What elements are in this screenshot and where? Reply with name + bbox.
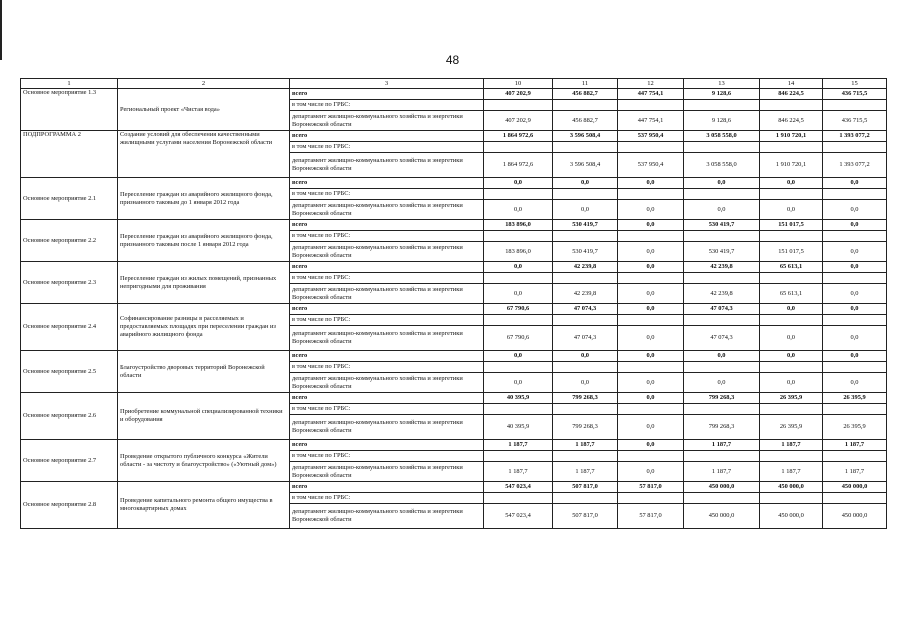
- value-cell: 0,0: [823, 351, 887, 362]
- value-cell: 1 864 972,6: [484, 131, 553, 142]
- value-cell: 530 419,7: [684, 220, 760, 231]
- value-cell: 799 268,3: [553, 415, 618, 440]
- value-cell: 47 074,3: [553, 304, 618, 315]
- value-cell: 0,0: [823, 284, 887, 304]
- value-cell: 846 224,5: [760, 89, 823, 100]
- value-cell: 530 419,7: [553, 220, 618, 231]
- value-cell: 42 239,8: [684, 262, 760, 273]
- row-type-total: всего: [290, 131, 484, 142]
- value-cell: 1 910 720,1: [760, 131, 823, 142]
- value-cell: 530 419,7: [684, 242, 760, 262]
- activity-description: Приобретение коммунальной специализированной техники и оборудования: [118, 393, 290, 440]
- value-cell: 183 896,0: [484, 220, 553, 231]
- row-type-total: всего: [290, 89, 484, 100]
- value-cell: 42 239,8: [553, 284, 618, 304]
- value-cell: 26 395,9: [760, 415, 823, 440]
- table-row: [21, 89, 887, 100]
- value-cell: 0,0: [484, 178, 553, 189]
- row-type-dept: департамент жилищно-коммунального хозяйства и энергетики Воронежской области: [290, 284, 484, 304]
- value-cell: 456 882,7: [553, 89, 618, 100]
- budget-table: [20, 78, 887, 529]
- value-cell: 0,0: [618, 242, 684, 262]
- value-cell: 0,0: [823, 373, 887, 393]
- value-cell: 57 817,0: [618, 504, 684, 529]
- row-type-dept: департамент жилищно-коммунального хозяйства и энергетики Воронежской области: [290, 373, 484, 393]
- column-header: 1: [21, 79, 118, 89]
- value-cell: 47 074,3: [684, 326, 760, 351]
- activity-description: Переселение граждан из жилых помещений, признанных непригодными для проживания: [118, 262, 290, 304]
- value-cell: 450 000,0: [684, 482, 760, 493]
- activity-name: Основное мероприятие 2.1: [21, 178, 118, 220]
- row-type-incl: в том числе по ГРБС:: [290, 142, 484, 153]
- value-cell: 0,0: [684, 351, 760, 362]
- table-row: [21, 393, 887, 404]
- activity-name: Основное мероприятие 2.4: [21, 304, 118, 351]
- value-cell: 9 128,6: [684, 111, 760, 131]
- table-row: [21, 131, 887, 142]
- value-cell: 537 950,4: [618, 131, 684, 142]
- value-cell: 547 023,4: [484, 504, 553, 529]
- value-cell: 0,0: [760, 373, 823, 393]
- value-cell: 1 187,7: [684, 440, 760, 451]
- value-cell: 447 754,1: [618, 89, 684, 100]
- value-cell: 3 058 558,0: [684, 131, 760, 142]
- value-cell: 0,0: [760, 178, 823, 189]
- value-cell: 0,0: [823, 242, 887, 262]
- activity-name: Основное мероприятие 2.7: [21, 440, 118, 482]
- value-cell: 450 000,0: [684, 504, 760, 529]
- value-cell: 0,0: [618, 178, 684, 189]
- value-cell: 436 715,5: [823, 89, 887, 100]
- row-type-total: всего: [290, 304, 484, 315]
- value-cell: 799 268,3: [684, 415, 760, 440]
- value-cell: 507 817,0: [553, 504, 618, 529]
- row-type-total: всего: [290, 393, 484, 404]
- value-cell: 0,0: [760, 351, 823, 362]
- value-cell: 1 187,7: [760, 440, 823, 451]
- value-cell: 0,0: [484, 200, 553, 220]
- value-cell: 0,0: [823, 178, 887, 189]
- value-cell: 0,0: [684, 200, 760, 220]
- column-header: 10: [484, 79, 553, 89]
- table-row: [21, 178, 887, 189]
- value-cell: 65 613,1: [760, 262, 823, 273]
- value-cell: 1 187,7: [553, 462, 618, 482]
- row-type-incl: в том числе по ГРБС:: [290, 493, 484, 504]
- activity-name: Основное мероприятие 1.3: [21, 89, 118, 131]
- value-cell: 1 187,7: [684, 462, 760, 482]
- row-type-dept: департамент жилищно-коммунального хозяйства и энергетики Воронежской области: [290, 153, 484, 178]
- page-number: 48: [445, 53, 460, 67]
- column-header: 11: [553, 79, 618, 89]
- table-row: [21, 482, 887, 493]
- activity-name: Основное мероприятие 2.6: [21, 393, 118, 440]
- activity-description: Проведение открытого публичного конкурса «Жители области - за чистоту и благоустройство» («Уютный дом»): [118, 440, 290, 482]
- value-cell: 0,0: [618, 220, 684, 231]
- value-cell: 530 419,7: [553, 242, 618, 262]
- value-cell: 0,0: [618, 351, 684, 362]
- value-cell: 1 187,7: [823, 462, 887, 482]
- value-cell: 0,0: [823, 262, 887, 273]
- value-cell: 450 000,0: [823, 482, 887, 493]
- value-cell: 0,0: [823, 326, 887, 351]
- activity-description: Создание условий для обеспечения качественными жилищными услугами населения Воронежской области: [118, 131, 290, 178]
- value-cell: 57 817,0: [618, 482, 684, 493]
- value-cell: 3 596 508,4: [553, 131, 618, 142]
- activity-name: Основное мероприятие 2.5: [21, 351, 118, 393]
- value-cell: 47 074,3: [684, 304, 760, 315]
- value-cell: 447 754,1: [618, 111, 684, 131]
- value-cell: 65 613,1: [760, 284, 823, 304]
- value-cell: 0,0: [760, 326, 823, 351]
- value-cell: 26 395,9: [823, 393, 887, 404]
- value-cell: 47 074,3: [553, 326, 618, 351]
- value-cell: 799 268,3: [684, 393, 760, 404]
- value-cell: 3 596 508,4: [553, 153, 618, 178]
- value-cell: 0,0: [553, 351, 618, 362]
- value-cell: 507 817,0: [553, 482, 618, 493]
- value-cell: 456 882,7: [553, 111, 618, 131]
- value-cell: 0,0: [553, 200, 618, 220]
- value-cell: 0,0: [760, 200, 823, 220]
- value-cell: 436 715,5: [823, 111, 887, 131]
- value-cell: 0,0: [684, 373, 760, 393]
- value-cell: 0,0: [618, 200, 684, 220]
- column-header: 15: [823, 79, 887, 89]
- row-type-dept: департамент жилищно-коммунального хозяйства и энергетики Воронежской области: [290, 415, 484, 440]
- value-cell: 537 950,4: [618, 153, 684, 178]
- value-cell: 9 128,6: [684, 89, 760, 100]
- table-row: [21, 262, 887, 273]
- value-cell: 0,0: [553, 373, 618, 393]
- row-type-total: всего: [290, 351, 484, 362]
- value-cell: 1 187,7: [823, 440, 887, 451]
- value-cell: 26 395,9: [760, 393, 823, 404]
- row-type-incl: в том числе по ГРБС:: [290, 273, 484, 284]
- value-cell: 1 187,7: [484, 440, 553, 451]
- column-number-row: [21, 79, 887, 89]
- row-type-incl: в том числе по ГРБС:: [290, 404, 484, 415]
- row-type-dept: департамент жилищно-коммунального хозяйства и энергетики Воронежской области: [290, 462, 484, 482]
- value-cell: 0,0: [618, 284, 684, 304]
- column-header: 13: [684, 79, 760, 89]
- value-cell: 183 896,0: [484, 242, 553, 262]
- row-type-incl: в том числе по ГРБС:: [290, 451, 484, 462]
- activity-name: Основное мероприятие 2.8: [21, 482, 118, 529]
- value-cell: 0,0: [618, 415, 684, 440]
- value-cell: 450 000,0: [760, 482, 823, 493]
- row-type-total: всего: [290, 220, 484, 231]
- value-cell: 1 187,7: [760, 462, 823, 482]
- value-cell: 0,0: [823, 304, 887, 315]
- value-cell: 0,0: [618, 393, 684, 404]
- column-header: 2: [118, 79, 290, 89]
- value-cell: 0,0: [618, 304, 684, 315]
- table-body: [21, 89, 887, 529]
- row-type-dept: департамент жилищно-коммунального хозяйства и энергетики Воронежской области: [290, 200, 484, 220]
- value-cell: 1 910 720,1: [760, 153, 823, 178]
- value-cell: 1 393 077,2: [823, 131, 887, 142]
- value-cell: 0,0: [618, 440, 684, 451]
- column-header: 3: [290, 79, 484, 89]
- activity-name: Основное мероприятие 2.2: [21, 220, 118, 262]
- value-cell: 0,0: [618, 462, 684, 482]
- column-header: 12: [618, 79, 684, 89]
- scan-edge-mark: [0, 0, 2, 60]
- value-cell: 151 017,5: [760, 242, 823, 262]
- value-cell: 0,0: [553, 178, 618, 189]
- row-type-dept: департамент жилищно-коммунального хозяйства и энергетики Воронежской области: [290, 326, 484, 351]
- table-row: [21, 220, 887, 231]
- row-type-dept: департамент жилищно-коммунального хозяйства и энергетики Воронежской области: [290, 242, 484, 262]
- row-type-total: всего: [290, 440, 484, 451]
- row-type-total: всего: [290, 262, 484, 273]
- value-cell: 0,0: [760, 304, 823, 315]
- value-cell: 1 393 077,2: [823, 153, 887, 178]
- row-type-incl: в том числе по ГРБС:: [290, 100, 484, 111]
- value-cell: 0,0: [484, 284, 553, 304]
- value-cell: 1 187,7: [484, 462, 553, 482]
- value-cell: 0,0: [484, 262, 553, 273]
- value-cell: 407 202,9: [484, 89, 553, 100]
- value-cell: 151 017,5: [760, 220, 823, 231]
- value-cell: 0,0: [484, 351, 553, 362]
- value-cell: 407 202,9: [484, 111, 553, 131]
- table-row: [21, 440, 887, 451]
- row-type-dept: департамент жилищно-коммунального хозяйства и энергетики Воронежской области: [290, 504, 484, 529]
- value-cell: 0,0: [823, 220, 887, 231]
- value-cell: 40 395,9: [484, 393, 553, 404]
- row-type-total: всего: [290, 482, 484, 493]
- value-cell: 26 395,9: [823, 415, 887, 440]
- value-cell: 846 224,5: [760, 111, 823, 131]
- row-type-dept: департамент жилищно-коммунального хозяйства и энергетики Воронежской области: [290, 111, 484, 131]
- value-cell: 1 864 972,6: [484, 153, 553, 178]
- value-cell: 547 023,4: [484, 482, 553, 493]
- value-cell: 3 058 558,0: [684, 153, 760, 178]
- table-row: [21, 351, 887, 362]
- value-cell: 67 790,6: [484, 326, 553, 351]
- value-cell: 0,0: [618, 326, 684, 351]
- row-type-incl: в том числе по ГРБС:: [290, 315, 484, 326]
- activity-description: Софинансирование разницы в расселяемых и предоставляемых площадях при переселении граждан из аварийного жилищного фонда: [118, 304, 290, 351]
- activity-description: Переселение граждан из аварийного жилищного фонда, признанного таковым до 1 января 2012 года: [118, 178, 290, 220]
- value-cell: 0,0: [684, 178, 760, 189]
- activity-name: ПОДПРОГРАММА 2: [21, 131, 118, 178]
- activity-description: Благоустройство дворовых территорий Воронежской области: [118, 351, 290, 393]
- value-cell: 0,0: [618, 373, 684, 393]
- table-row: [21, 304, 887, 315]
- row-type-incl: в том числе по ГРБС:: [290, 362, 484, 373]
- row-type-total: всего: [290, 178, 484, 189]
- value-cell: 1 187,7: [553, 440, 618, 451]
- value-cell: 799 268,3: [553, 393, 618, 404]
- column-header: 14: [760, 79, 823, 89]
- value-cell: 42 239,8: [684, 284, 760, 304]
- value-cell: 450 000,0: [823, 504, 887, 529]
- value-cell: 0,0: [618, 262, 684, 273]
- value-cell: 450 000,0: [760, 504, 823, 529]
- value-cell: 42 239,8: [553, 262, 618, 273]
- activity-description: Переселение граждан из аварийного жилищного фонда, признанного таковым после 1 января 2012 года: [118, 220, 290, 262]
- row-type-incl: в том числе по ГРБС:: [290, 189, 484, 200]
- activity-name: Основное мероприятие 2.3: [21, 262, 118, 304]
- value-cell: 0,0: [823, 200, 887, 220]
- activity-description: Региональный проект «Чистая вода»: [118, 89, 290, 131]
- value-cell: 67 790,6: [484, 304, 553, 315]
- value-cell: 0,0: [484, 373, 553, 393]
- row-type-incl: в том числе по ГРБС:: [290, 231, 484, 242]
- value-cell: 40 395,9: [484, 415, 553, 440]
- activity-description: Проведение капитального ремонта общего имущества в многоквартирных домах: [118, 482, 290, 529]
